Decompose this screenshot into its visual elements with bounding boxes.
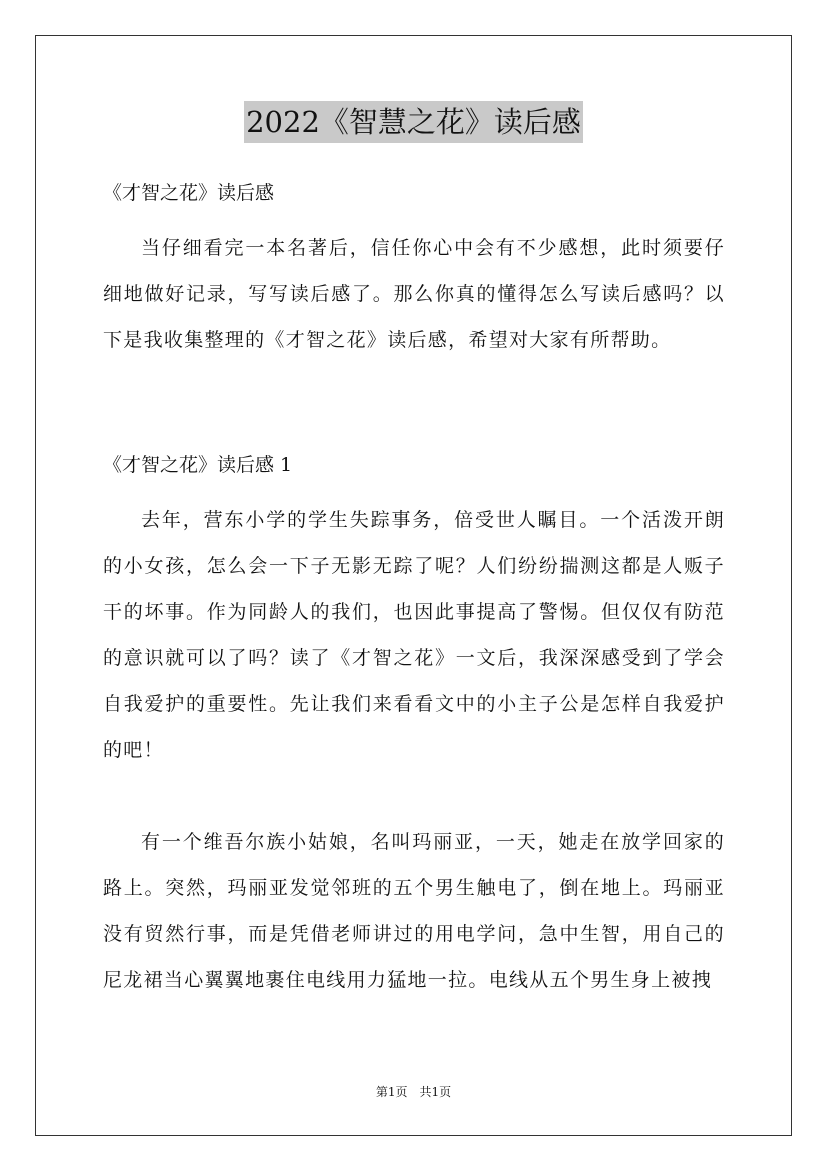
intro-paragraph: 当仔细看完一本名著后，信任你心中会有不少感想，此时须要仔细地做好记录，写写读后感了。那么你真的懂得怎么写读后感吗？以下是我收集整理的《才智之花》读后感，希望对大家有所帮助。 xyxy=(103,237,725,351)
body-paragraph-1: 去年，营东小学的学生失踪事务，倍受世人瞩目。一个活泼开朗的小女孩，怎么会一下子无影无踪了呢？人们纷纷揣测这都是人贩子干的坏事。作为同龄人的我们，也因此事提高了警惕。但仅仅有防范的意识就可以了吗？读了《才智之花》一文后，我深深感受到了学会自我爱护的重要性。先让我们来看看文中的小主子公是怎样自我爱护的吧！ xyxy=(103,509,725,761)
document-subtitle: 《才智之花》读后感 xyxy=(103,182,275,204)
title-container xyxy=(0,101,827,143)
body-paragraph-2: 有一个维吾尔族小姑娘，名叫玛丽亚，一天，她走在放学回家的路上。突然，玛丽亚发觉邻班的五个男生触电了，倒在地上。玛丽亚没有贸然行事，而是凭借老师讲过的用电学问，急中生智，用自己的尼龙裙当心翼翼地裹住电线用力猛地一拉。电线从五个男生身上被拽 xyxy=(103,831,725,991)
section-heading: 《才智之花》读后感 1 xyxy=(103,454,293,476)
document-title: 2022《智慧之花》读后感 xyxy=(244,101,583,143)
page-footer: 第1页 共1页 xyxy=(375,1085,452,1099)
